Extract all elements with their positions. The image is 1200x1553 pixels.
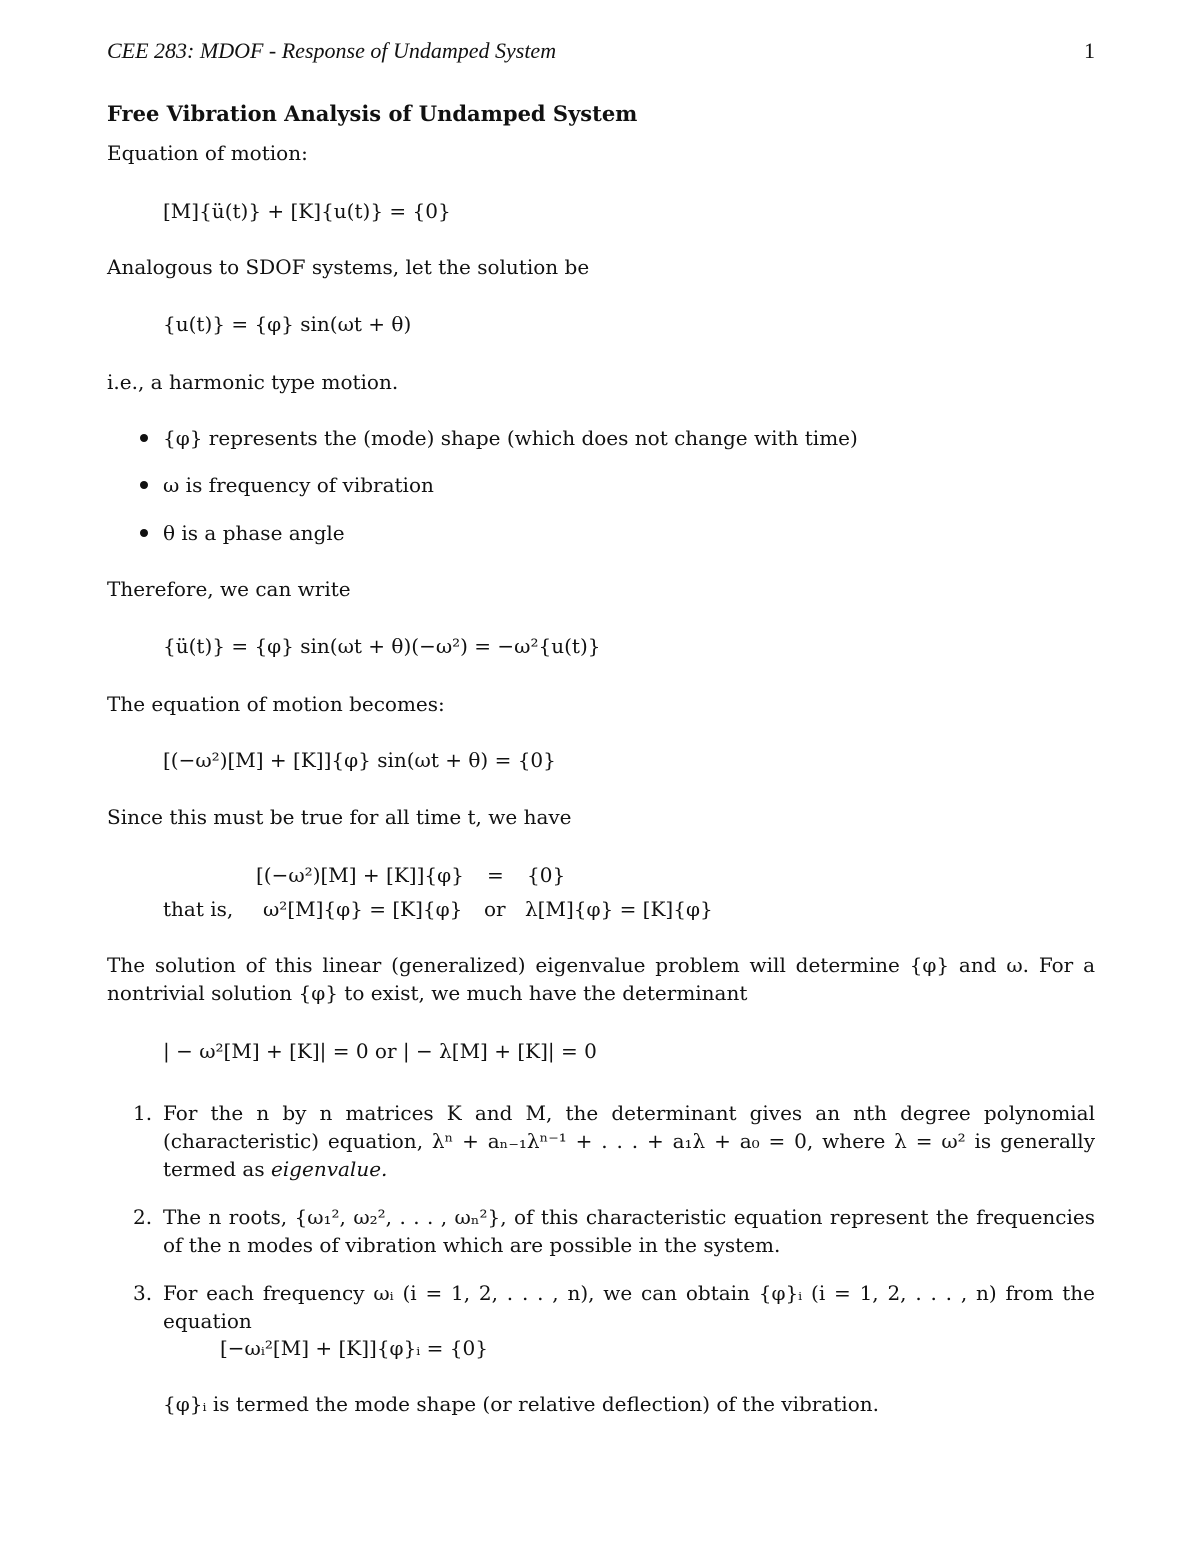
acceleration-equation: {ü(t)} = {φ} sin(ωt + θ)(−ω²) = −ω²{u(t)}	[163, 634, 601, 658]
list-item	[133, 1279, 1095, 1335]
solution-paragraph: The solution of this linear (generalized) eigenvalue problem will determine {φ} and ω. For a nontrivial solution {φ} to exist, we much have the determinant	[107, 953, 1095, 1005]
list-item-number: 3.	[133, 1281, 153, 1305]
bullet-text: {φ} represents the (mode) shape (which does not change with time)	[163, 426, 858, 450]
list-item	[133, 1099, 1095, 1183]
trial-solution-equation: {u(t)} = {φ} sin(ωt + θ)	[163, 312, 412, 336]
therefore-paragraph: Therefore, we can write	[107, 577, 351, 601]
bullet-dot-icon	[140, 481, 148, 489]
harmonic-paragraph: i.e., a harmonic type motion.	[107, 370, 399, 394]
system-row1-equals: =	[487, 863, 504, 887]
page-number: 1	[1084, 38, 1095, 63]
bullet-dot-icon	[140, 529, 148, 537]
bullet-item	[140, 424, 858, 452]
section-title: Free Vibration Analysis of Undamped System	[107, 101, 638, 126]
bullet-dot-icon	[140, 434, 148, 442]
list-item-text: For the n by n matrices K and M, the determinant gives an nth degree polynomial (characteristic) equation, λⁿ + aₙ₋₁λⁿ⁻¹ + . . . + a₁λ + a₀ = 0, where λ = ω² is generally termed as	[163, 1101, 1095, 1181]
running-title: CEE 283: MDOF - Response of Undamped System	[107, 38, 557, 63]
bullet-item	[140, 471, 434, 499]
eom-label: Equation of motion:	[107, 141, 308, 165]
running-header	[107, 38, 1095, 68]
becomes-paragraph: The equation of motion becomes:	[107, 692, 445, 716]
list-item-text: The n roots, {ω₁², ω₂², . . . , ωₙ²}, of this characteristic equation represent the frequencies of the n modes of vibration which are possible in the system.	[163, 1205, 1095, 1257]
analogous-paragraph: Analogous to SDOF systems, let the solution be	[107, 255, 590, 279]
system-row1-rhs: {0}	[527, 863, 566, 887]
list-item-emphasis: eigenvalue.	[270, 1157, 388, 1181]
substituted-equation: [(−ω²)[M] + [K]]{φ} sin(ωt + θ) = {0}	[163, 748, 556, 772]
list-item-text: For each frequency ωᵢ (i = 1, 2, . . . , n), we can obtain {φ}ᵢ (i = 1, 2, . . . , n) from the equation	[163, 1281, 1095, 1333]
system-row2-label: that is,	[163, 897, 234, 921]
mode-shape-paragraph: {φ}ᵢ is termed the mode shape (or relative deflection) of the vibration.	[163, 1392, 879, 1416]
mode-shape-equation: [−ωᵢ²[M] + [K]]{φ}ᵢ = {0}	[220, 1336, 488, 1360]
since-paragraph: Since this must be true for all time t, we have	[107, 805, 572, 829]
bullet-text: ω is frequency of vibration	[163, 473, 434, 497]
system-row2-a: ω²[M]{φ} = [K]{φ}	[263, 897, 463, 921]
list-item-number: 2.	[133, 1205, 153, 1229]
system-row2-b: λ[M]{φ} = [K]{φ}	[525, 897, 713, 921]
bullet-text: θ is a phase angle	[163, 521, 345, 545]
bullet-item	[140, 519, 345, 547]
system-row2-or: or	[484, 897, 506, 921]
equation-of-motion: [M]{ü(t)} + [K]{u(t)} = {0}	[163, 199, 451, 223]
list-item-number: 1.	[133, 1101, 153, 1125]
determinant-equation: | − ω²[M] + [K]| = 0 or | − λ[M] + [K]| = 0	[163, 1039, 597, 1063]
list-item	[133, 1203, 1095, 1259]
system-row1-lhs: [(−ω²)[M] + [K]]{φ}	[256, 863, 464, 887]
